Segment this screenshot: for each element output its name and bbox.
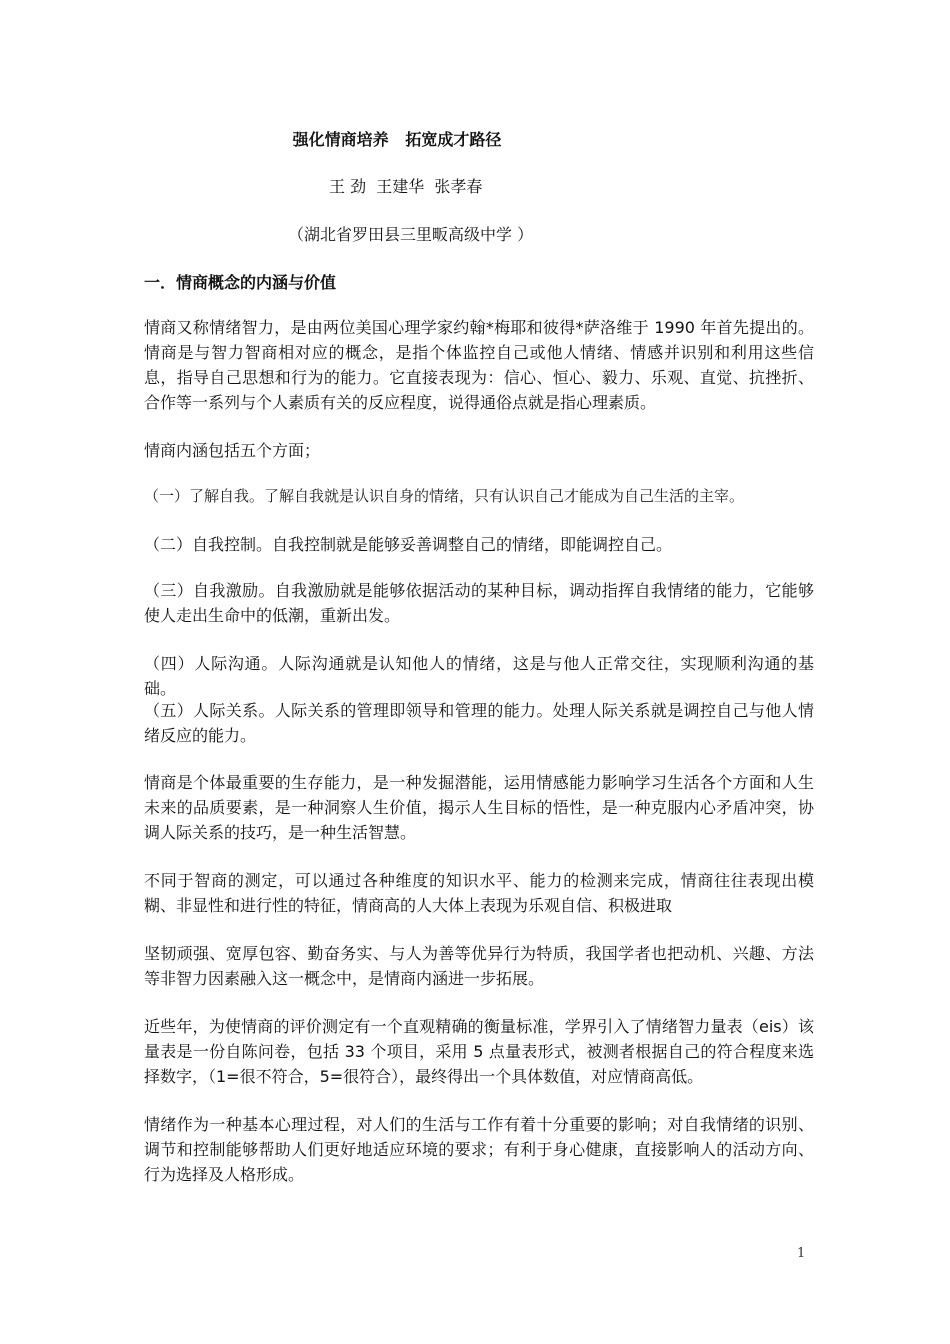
paragraph-intro: 情商又称情绪智力，是由两位美国心理学家约翰*梅耶和彼得*萨洛维于 1990 年首先提出的。情商是与智力智商相对应的概念，是指个体监控自己或他人情绪、情感并识别和利用这些信息，指导自己思想和行为的能力。它直接表现为：信心、恒心、毅力、乐观、直觉、抗挫折、合作等一系列与个人素质有关的反应程度，说得通俗点就是指心理素质。 [144, 318, 814, 412]
paragraph-aspect-3: （三）自我激励。自我激励就是能够依据活动的某种目标，调动指挥自我情绪的能力，它能够使人走出生命中的低潮，重新出发。 [144, 581, 814, 625]
paragraph-measurement: 不同于智商的测定，可以通过各种维度的知识水平、能力的检测来完成，情商往往表现出模糊、非显性和进行性的特征，情商高的人大体上表现为乐观自信、积极进取 [144, 871, 814, 915]
paragraph-five-aspects: 情商内涵包括五个方面； [144, 441, 321, 460]
authors-line: 王 劲 王建华 张孝春 [329, 177, 483, 196]
paragraph-survival-ability: 情商是个体最重要的生存能力，是一种发掘潜能，运用情感能力影响学习生活各个方面和人生未来的品质要素，是一种洞察人生价值，揭示人生目标的悟性，是一种克服内心矛盾冲突，协调人际关系的技巧，是一种生活智慧。 [144, 773, 814, 842]
paragraph-aspect-2: （二）自我控制。自我控制就是能够妥善调整自己的情绪，即能调控自己。 [144, 535, 673, 554]
paragraph-traits: 坚韧顽强、宽厚包容、勤奋务实、与人为善等优异行为特质，我国学者也把动机、兴趣、方法等非智力因素融入这一概念中，是情商内涵进一步拓展。 [144, 944, 814, 988]
section-heading: 一．情商概念的内涵与价值 [144, 273, 337, 292]
document-title: 强化情商培养 拓宽成才路径 [292, 130, 502, 149]
paragraph-aspect-1: （一）了解自我。了解自我就是认识自身的情绪，只有认识自己才能成为自己生活的主宰。 [144, 487, 745, 505]
paragraph-aspect-4: （四）人际沟通。人际沟通就是认知他人的情绪，这是与他人正常交往，实现顺利沟通的基础。 [144, 654, 814, 698]
page-number: 1 [797, 1246, 806, 1261]
paragraph-eis-scale: 近些年，为使情商的评价测定有一个直观精确的衡量标准，学界引入了情绪智力量表（eis）该量表是一份自陈问卷，包括 33 个项目，采用 5 点量表形式，被测者根据自己的符合程度来选择数字，（1=很不符合，5=很符合），最终得出一个具体数值，对应情商高低。 [144, 1017, 814, 1086]
affiliation-line: （湖北省罗田县三里畈高级中学 ） [288, 225, 534, 244]
paragraph-emotion: 情绪作为一种基本心理过程，对人们的生活与工作有着十分重要的影响；对自我情绪的识别、调节和控制能够帮助人们更好地适应环境的要求；有利于身心健康，直接影响人的活动方向、行为选择及人格形成。 [144, 1115, 814, 1184]
paragraph-aspect-5: （五）人际关系。人际关系的管理即领导和管理的能力。处理人际关系就是调控自己与他人情绪反应的能力。 [144, 701, 814, 745]
